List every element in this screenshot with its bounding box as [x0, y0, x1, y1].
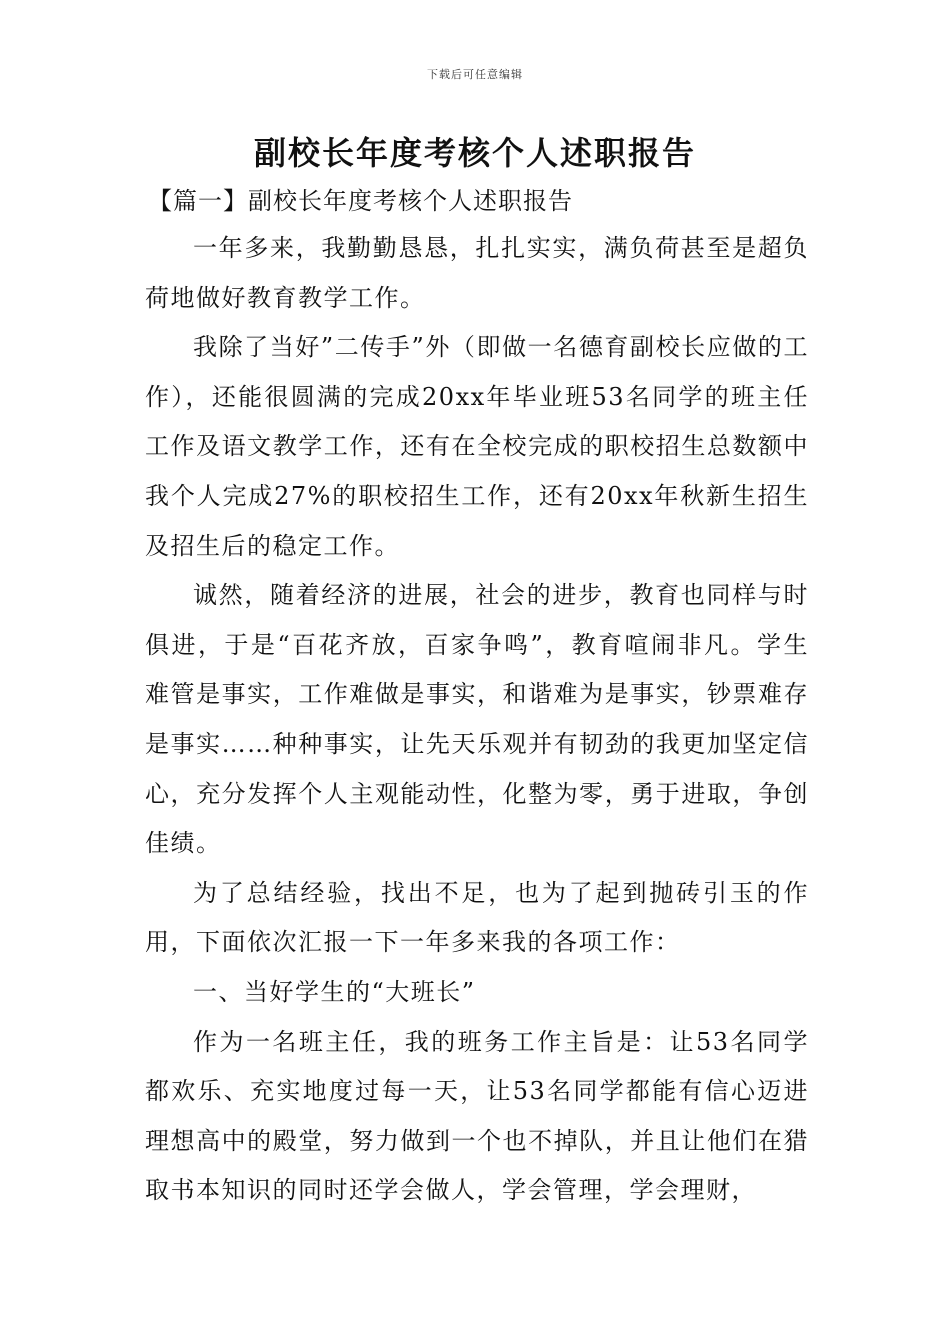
- header-note: 下载后可任意编辑: [427, 68, 523, 81]
- paragraph-subheading: 一、当好学生的“大班长”: [193, 977, 476, 1006]
- document-title: 副校长年度考核个人述职报告: [253, 134, 696, 172]
- paragraph: 作为一名班主任，我的班务工作主旨是：让53名同学都欢乐、充实地度过每一天，让53名同学都能有信心迈进理想高中的殿堂，努力做到一个也不掉队，并且让他们在猎取书本知识的同时还学会做人，学会管理，学会理财，: [145, 1027, 809, 1205]
- paragraph: 为了总结经验，找出不足，也为了起到抛砖引玉的作用，下面依次汇报一下一年多来我的各项工作：: [145, 878, 809, 957]
- document-body: [145, 224, 809, 1216]
- paragraph: 一年多来，我勤勤恳恳，扎扎实实，满负荷甚至是超负荷地做好教育教学工作。: [145, 234, 809, 312]
- paragraph: 诚然，随着经济的进展，社会的进步，教育也同样与时俱进，于是“百花齐放，百家争鸣”，教育喧闹非凡。学生难管是事实，工作难做是事实，和谐难为是事实，钞票难存是事实……种种事实，让先天乐观并有韧劲的我更加坚定信心，充分发挥个人主观能动性，化整为零，勇于进取，争创佳绩。: [145, 581, 809, 858]
- paragraph: 我除了当好”二传手”外（即做一名德育副校长应做的工作），还能很圆满的完成20xx年毕业班53名同学的班主任工作及语文教学工作，还有在全校完成的职校招生总数额中我个人完成27%的职校招生工作，还有20xx年秋新生招生及招生后的稳定工作。: [145, 333, 809, 560]
- section-heading: 【篇一】副校长年度考核个人述职报告: [148, 187, 573, 215]
